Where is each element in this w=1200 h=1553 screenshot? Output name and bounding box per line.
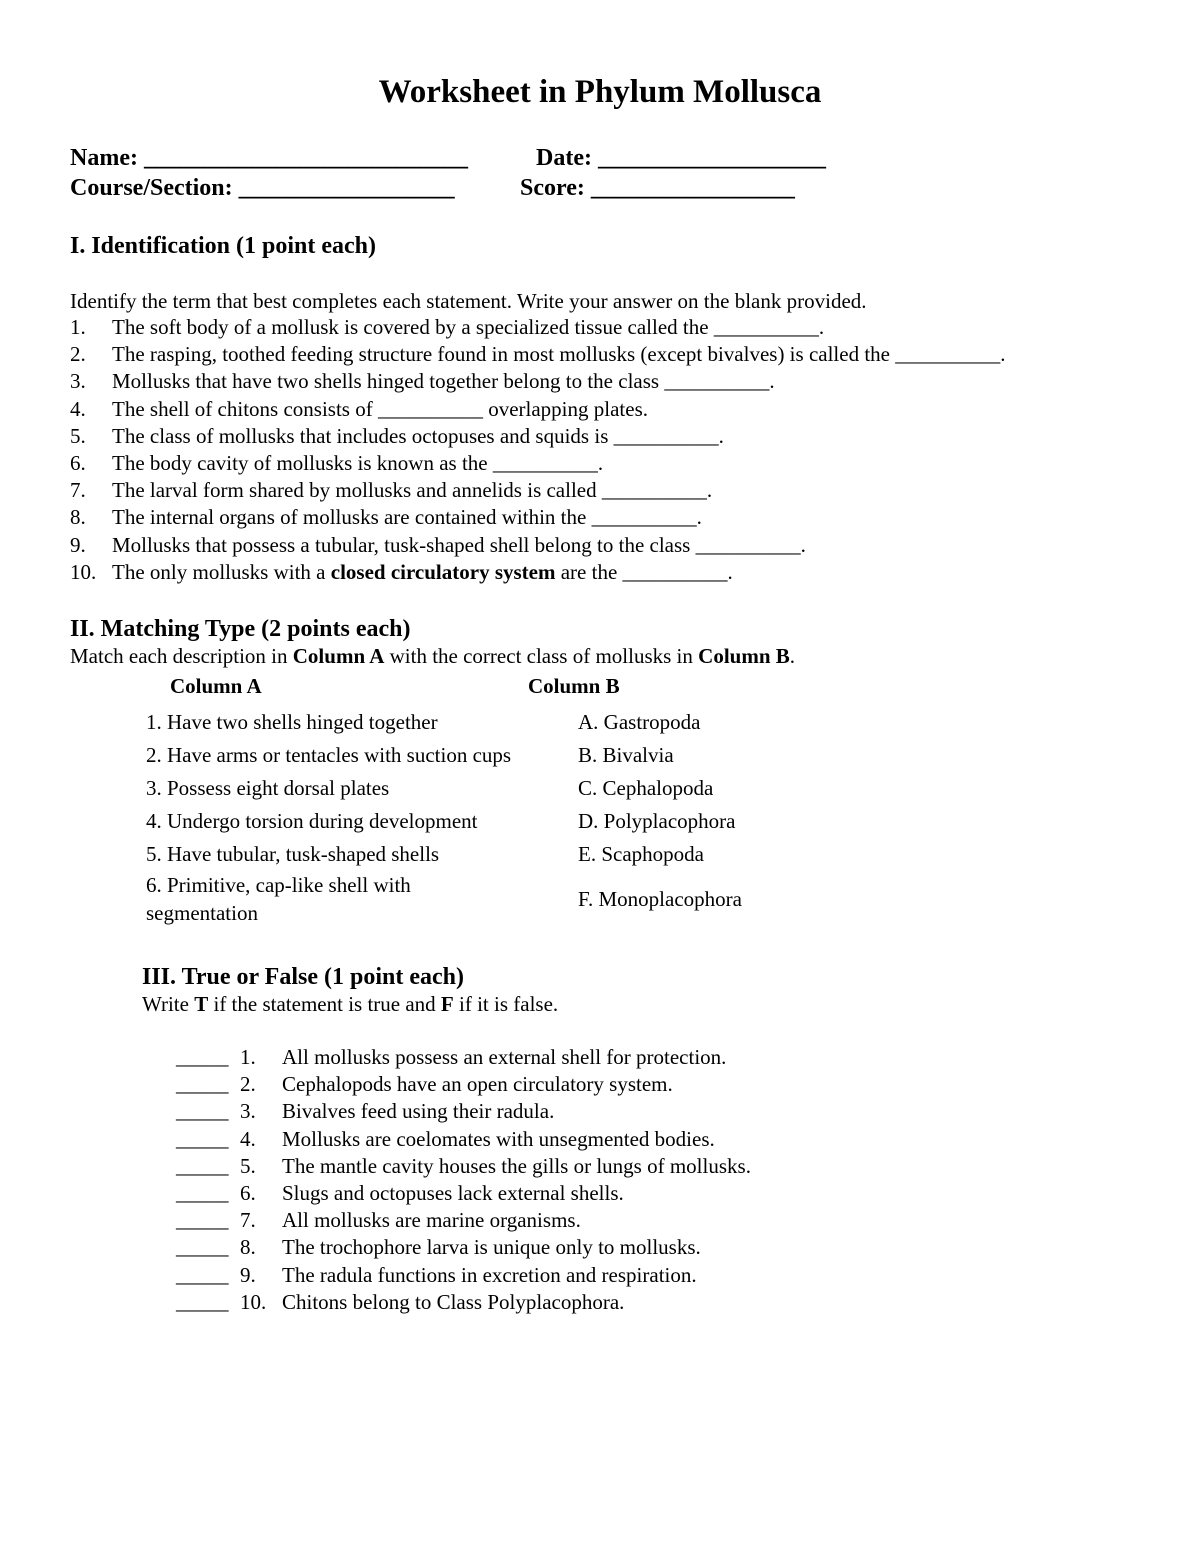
item-text: All mollusks are marine organisms.	[282, 1208, 581, 1233]
item-number: 1.	[240, 1045, 256, 1069]
instruction-text: .	[789, 644, 796, 668]
item-number: 3.	[240, 1099, 256, 1124]
item-number: 8.	[70, 505, 86, 530]
instruction-bold: F	[440, 992, 454, 1016]
date-field[interactable]: Date: ___________________	[536, 145, 826, 171]
matching-row	[146, 870, 742, 928]
matching-row	[146, 837, 742, 870]
column-b-cell: C. Cephalopoda	[578, 775, 714, 800]
item-text: Chitons belong to Class Polyplacophora.	[282, 1289, 625, 1314]
answer-blank[interactable]: _____	[176, 1208, 229, 1233]
item-text: The rasping, toothed feeding structure found in most mollusks (except bivalves) is called the __________.	[112, 342, 1006, 367]
matching-row	[146, 804, 742, 837]
column-a-cell	[146, 870, 578, 928]
instruction-text: Write	[142, 992, 195, 1016]
instruction-bold: Column B	[698, 644, 790, 668]
item-text-end: are the __________.	[555, 559, 733, 584]
item-number: 4.	[240, 1126, 256, 1151]
column-a-cell: 2. Have arms or tentacles with suction cups	[146, 742, 512, 767]
item-number: 2.	[240, 1072, 256, 1097]
matching-heading: II. Matching Type (2 points each)	[70, 616, 411, 642]
item-number: 9.	[70, 532, 86, 557]
true-false-instruction	[142, 991, 558, 1018]
column-b-cell: B. Bivalvia	[578, 742, 674, 767]
item-text: The shell of chitons consists of __________ overlapping plates.	[112, 396, 649, 421]
instruction-text: Match each description in	[70, 644, 293, 668]
item-number: 10.	[240, 1289, 267, 1314]
item-number: 5.	[70, 423, 86, 448]
column-a-line: 6. Primitive, cap-like shell with	[146, 873, 411, 897]
item-number: 9.	[240, 1262, 256, 1287]
column-a-cell: 3. Possess eight dorsal plates	[146, 775, 390, 800]
item-number: 10.	[70, 559, 97, 584]
matching-instruction	[70, 643, 795, 670]
item-text: The body cavity of mollusks is known as the __________.	[112, 450, 604, 475]
page-title: Worksheet in Phylum Mollusca	[378, 74, 822, 110]
answer-blank[interactable]: _____	[176, 1153, 229, 1178]
column-b-cell: E. Scaphopoda	[578, 841, 704, 866]
item-text: The soft body of a mollusk is covered by a specialized tissue called the __________.	[112, 315, 825, 339]
instruction-text: if the statement is true and	[208, 992, 441, 1016]
answer-blank[interactable]: _____	[176, 1180, 229, 1205]
matching-table	[146, 705, 742, 928]
answer-blank[interactable]: _____	[176, 1289, 229, 1314]
matching-row	[146, 738, 742, 771]
item-text: The trochophore larva is unique only to mollusks.	[282, 1235, 701, 1260]
instruction-text: if it is false.	[453, 992, 559, 1016]
score-field[interactable]: Score: _________________	[520, 175, 795, 201]
true-false-heading: III. True or False (1 point each)	[142, 964, 464, 990]
item-text-bold: closed circulatory system	[330, 559, 556, 584]
answer-blank[interactable]: _____	[176, 1262, 229, 1287]
item-text: Mollusks are coelomates with unsegmented bodies.	[282, 1126, 715, 1151]
item-text-start: The only mollusks with a	[112, 559, 331, 584]
item-text: Mollusks that possess a tubular, tusk-shaped shell belong to the class __________.	[112, 532, 806, 557]
item-text: Slugs and octopuses lack external shells.	[282, 1180, 624, 1205]
item-number: 4.	[70, 396, 86, 421]
column-a-line: segmentation	[146, 901, 258, 925]
column-b-cell: A. Gastropoda	[578, 709, 701, 734]
item-text: The mantle cavity houses the gills or lungs of mollusks.	[282, 1153, 751, 1178]
instruction-bold: T	[194, 992, 209, 1016]
matching-row	[146, 771, 742, 804]
course-section-field[interactable]: Course/Section: __________________	[70, 175, 455, 201]
item-number: 8.	[240, 1235, 256, 1260]
item-number: 7.	[240, 1208, 256, 1233]
item-text: Bivalves feed using their radula.	[282, 1099, 555, 1124]
item-number: 6.	[240, 1180, 256, 1205]
column-a-cell: 4. Undergo torsion during development	[146, 808, 478, 833]
item-text	[112, 559, 733, 586]
column-a-cell: 1. Have two shells hinged together	[146, 709, 438, 734]
item-text: The larval form shared by mollusks and annelids is called __________.	[112, 478, 713, 503]
item-text: All mollusks possess an external shell for protection.	[282, 1045, 727, 1069]
column-b-header: Column B	[528, 674, 620, 698]
item-text: The radula functions in excretion and respiration.	[282, 1262, 697, 1287]
item-number: 2.	[70, 342, 86, 367]
answer-blank[interactable]: _____	[176, 1099, 229, 1124]
column-a-cell: 5. Have tubular, tusk-shaped shells	[146, 841, 440, 866]
item-number: 5.	[240, 1153, 256, 1178]
item-number: 7.	[70, 478, 86, 503]
name-field[interactable]: Name: ___________________________	[70, 145, 468, 171]
identification-instruction: Identify the term that best completes each statement. Write your answer on the blank provided.	[70, 289, 867, 313]
answer-blank[interactable]: _____	[176, 1045, 229, 1069]
column-b-cell: F. Monoplacophora	[578, 887, 742, 911]
item-text: Mollusks that have two shells hinged together belong to the class __________.	[112, 369, 775, 394]
column-a-header: Column A	[170, 674, 262, 698]
instruction-text: with the correct class of mollusks in	[384, 644, 699, 668]
item-number: 3.	[70, 369, 86, 394]
item-text: Cephalopods have an open circulatory system.	[282, 1072, 673, 1097]
column-b-cell: D. Polyplacophora	[578, 808, 736, 833]
item-text: The class of mollusks that includes octopuses and squids is __________.	[112, 423, 724, 448]
answer-blank[interactable]: _____	[176, 1126, 229, 1151]
item-text: The internal organs of mollusks are contained within the __________.	[112, 505, 702, 530]
item-number: 6.	[70, 450, 86, 475]
item-number: 1.	[70, 315, 86, 339]
answer-blank[interactable]: _____	[176, 1235, 229, 1260]
answer-blank[interactable]: _____	[176, 1072, 229, 1097]
identification-heading: I. Identification (1 point each)	[70, 233, 376, 259]
instruction-bold: Column A	[292, 644, 385, 668]
matching-row	[146, 705, 742, 738]
